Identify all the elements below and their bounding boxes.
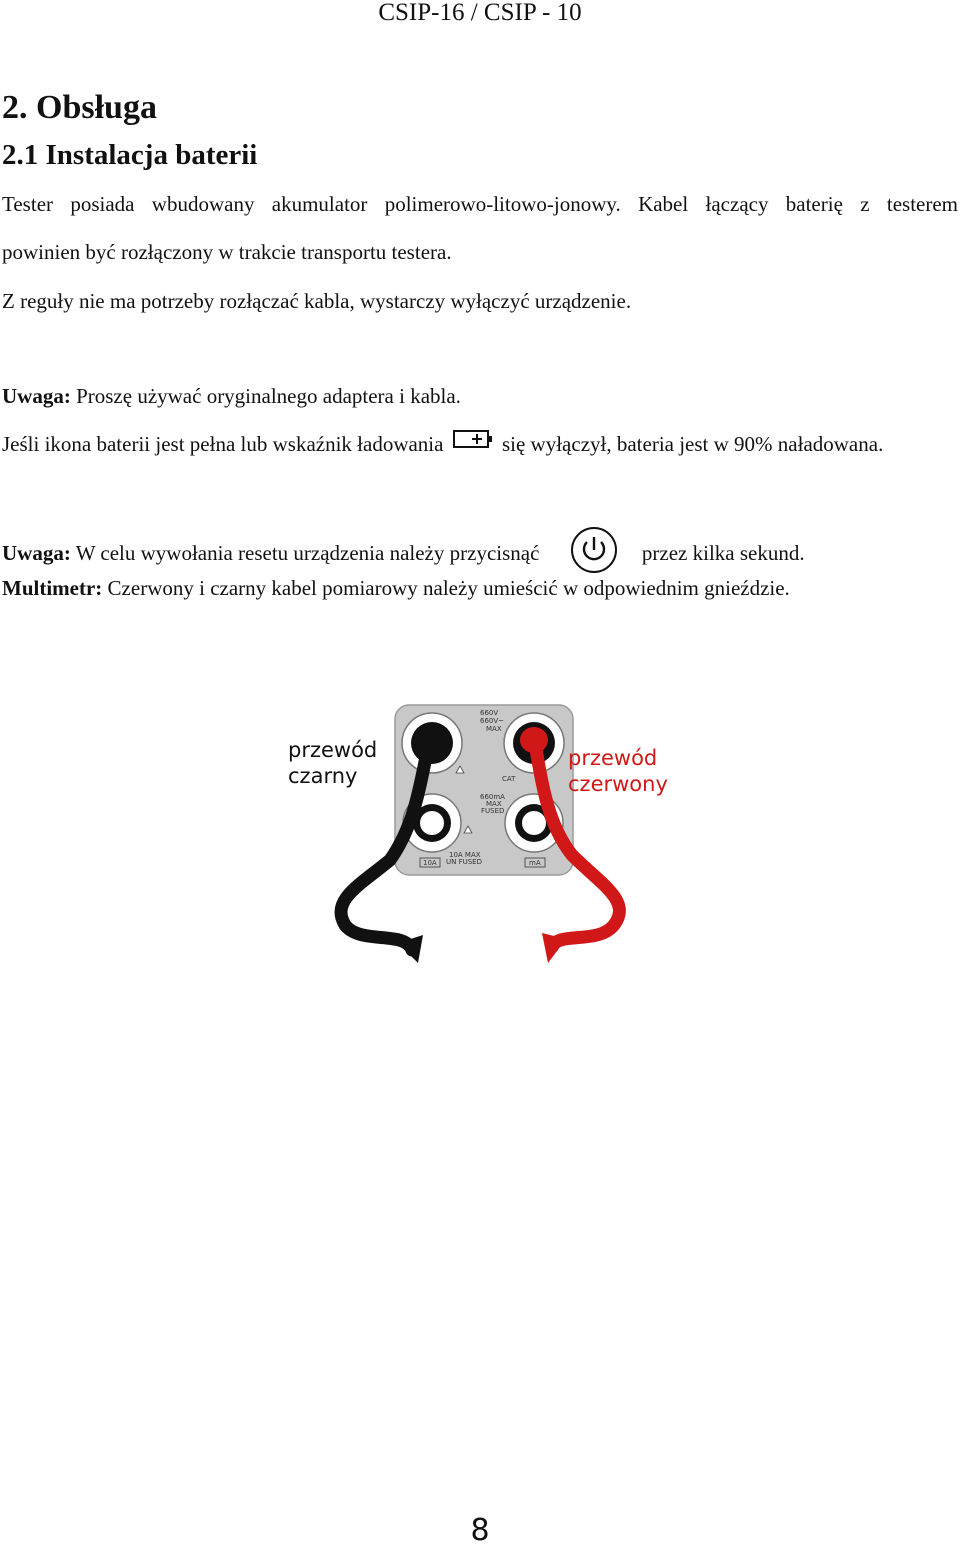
paragraph-1-line-1: Tester posiada wbudowany akumulator polimerowo-litowo-jonowy. Kabel łączący baterię z testerem (2, 192, 958, 216)
black-lead-label-1: przewód (288, 738, 378, 762)
page-number: 8 (470, 1513, 490, 1548)
multimeter-sockets-figure (280, 695, 700, 975)
panel-text-top-1: 660V (480, 709, 499, 717)
note-2-after: przez kilka sekund. (641, 540, 805, 565)
panel-text-10a-max-1: 10A MAX (449, 851, 481, 859)
panel-text-10a-max-2: UN FUSED (446, 858, 482, 866)
panel-text-ma: mA (529, 859, 541, 867)
panel-text-mid-3: FUSED (481, 807, 505, 815)
panel-text-mid-1: 660mA (480, 793, 505, 801)
note-2-label: Uwaga: (2, 540, 71, 565)
note-1 (2, 383, 461, 409)
battery-line (2, 431, 883, 460)
panel-text-top-2: 660V~ (480, 717, 505, 725)
power-icon (569, 525, 619, 581)
paragraph-1-line-2: powinien być rozłączony w trakcie transportu testera. (2, 240, 452, 264)
battery-charging-icon (453, 428, 493, 456)
subsection-title: 2.1 Instalacja baterii (2, 139, 258, 171)
multimeter-text: Czerwony i czarny kabel pomiarowy należy umieścić w odpowiednim gnieździe. (107, 576, 790, 600)
section-title: 2. Obsługa (2, 89, 157, 126)
panel-text-mid-2: MAX (486, 800, 502, 808)
panel-text-cat: CAT (502, 775, 516, 783)
battery-line-before: Jeśli ikona baterii jest pełna lub wskaźnik ładowania (2, 432, 444, 456)
note-1-text: Proszę używać oryginalnego adaptera i kabla. (76, 384, 461, 408)
note-1-label: Uwaga: (2, 384, 71, 408)
page-header: CSIP-16 / CSIP - 10 (378, 0, 582, 26)
multimeter-line (2, 575, 790, 601)
note-2-before: W celu wywołania resetu urządzenia należy przycisnąć (75, 540, 540, 565)
panel-text-top-3: MAX (486, 725, 502, 733)
black-lead-label-2: czarny (288, 764, 358, 788)
multimeter-label: Multimetr: (2, 576, 103, 600)
battery-line-after: się wyłączył, bateria jest w 90% naładowana. (501, 432, 884, 456)
red-lead-label-1: przewód (568, 746, 658, 770)
panel-text-10a: 10A (423, 859, 437, 867)
paragraph-2: Z reguły nie ma potrzeby rozłączać kabla, wystarczy wyłączyć urządzenie. (2, 289, 632, 313)
red-lead-label-2: czerwony (568, 772, 668, 796)
